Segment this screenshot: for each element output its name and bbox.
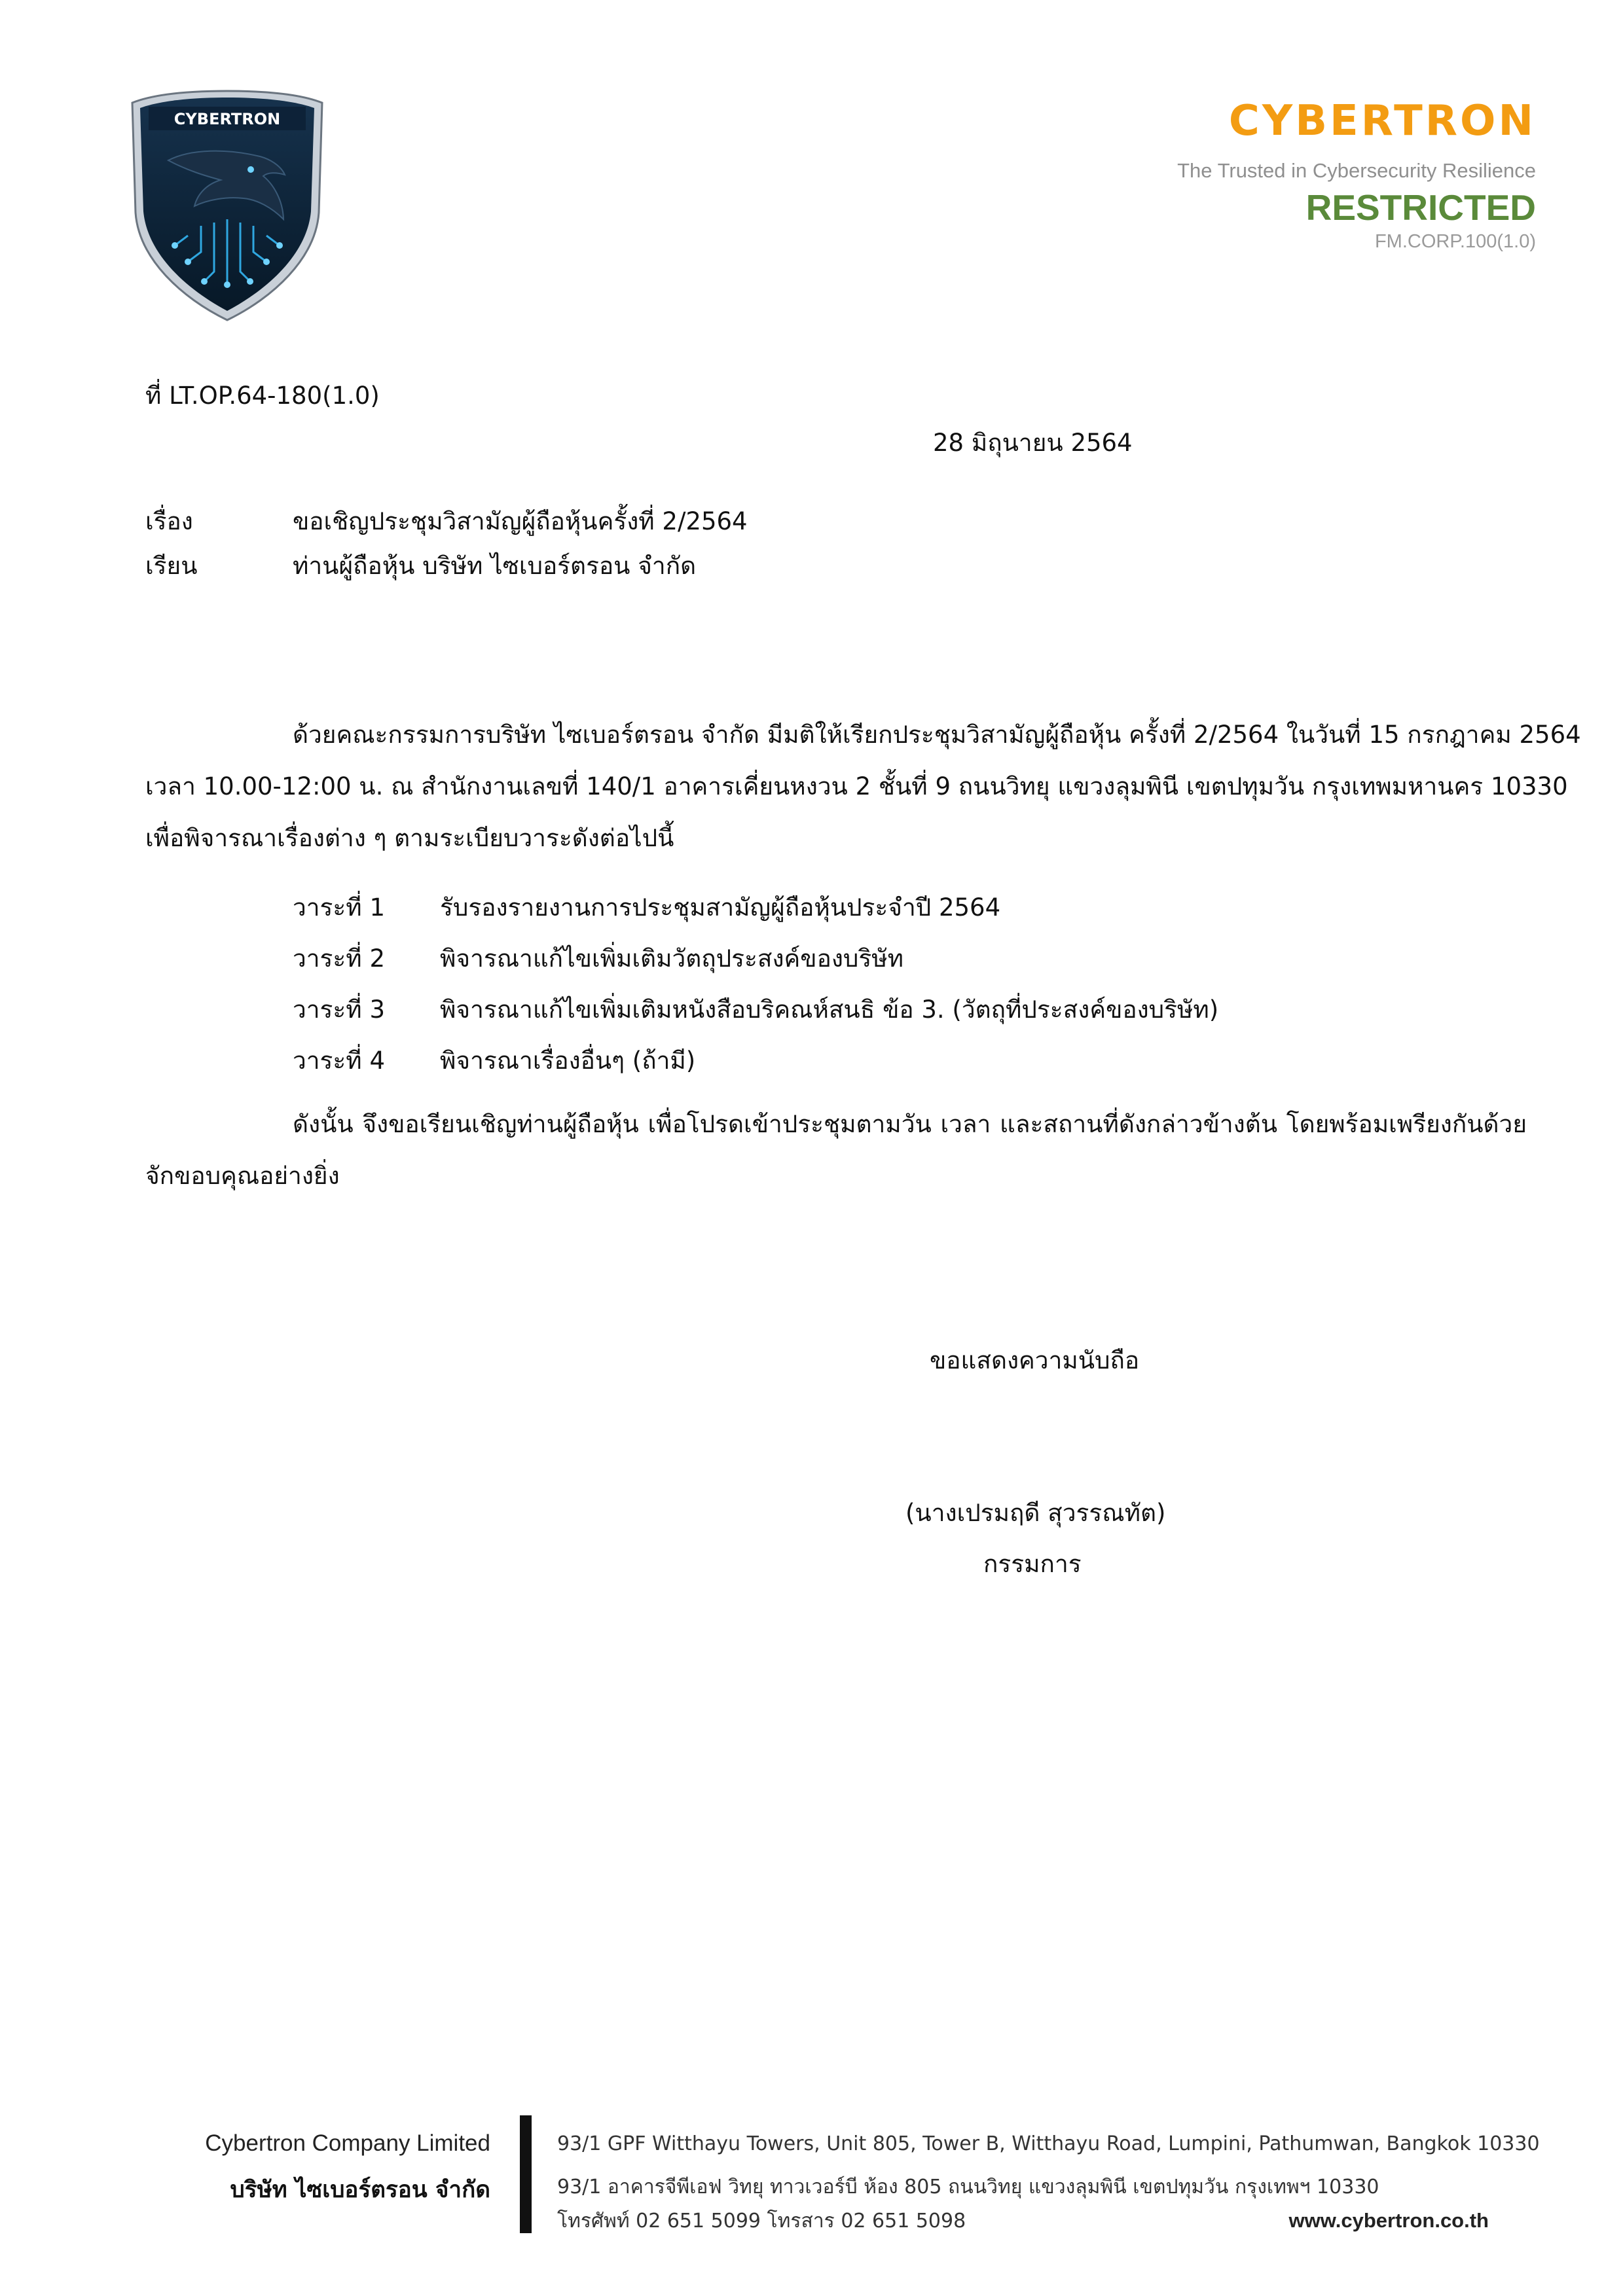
footer-company-name-en: Cybertron Company Limited — [205, 2130, 490, 2156]
agenda-text: พิจารณาเรื่องอื่นๆ (ถ้ามี) — [440, 1047, 696, 1075]
footer-address-en: 93/1 GPF Witthayu Towers, Unit 805, Tower B, Witthayu Road, Lumpini, Pathumwan, Bangkok 10330 — [557, 2132, 1540, 2155]
agenda-text: พิจารณาแก้ไขเพิ่มเติมวัตถุประสงค์ของบริษัท — [440, 944, 904, 973]
agenda-label: วาระที่ 2 — [293, 944, 385, 973]
classification-label: RESTRICTED — [1305, 187, 1536, 228]
closing-paragraph — [145, 1098, 1527, 1202]
agenda-label: วาระที่ 4 — [293, 1047, 385, 1075]
reference-number: ที่ LT.OP.64-180(1.0) — [145, 382, 380, 410]
paragraph-line: ด้วยคณะกรรมการบริษัท ไซเบอร์ตรอน จำกัด มีมติให้เรียกประชุมวิสามัญผู้ถือหุ้น ครั้งที่ 2/2564 ในวันที่ 15 กรกฎาคม 2564 — [293, 721, 1581, 749]
agenda-text: พิจารณาแก้ไขเพิ่มเติมหนังสือบริคณห์สนธิ ข้อ 3. (วัตถุที่ประสงค์ของบริษัท) — [440, 996, 1219, 1024]
paragraph-line: เพื่อพิจารณาเรื่องต่าง ๆ ตามระเบียบวาระดังต่อไปนี้ — [145, 824, 674, 852]
recipient-label: เรียน — [145, 552, 198, 580]
footer-website-link[interactable]: www.cybertron.co.th — [1288, 2209, 1489, 2232]
footer-phone-fax: โทรศัพท์ 02 651 5099 โทรสาร 02 651 5098 — [557, 2210, 966, 2233]
paragraph-line: เวลา 10.00-12:00 น. ณ สำนักงานเลขที่ 140/1 อาคารเคี่ยนหงวน 2 ชั้นที่ 9 ถนนวิทยุ แขวงลุมพินี เขตปทุมวัน กรุงเทพมหานคร 10330 — [145, 772, 1568, 800]
paragraph-line: ดังนั้น จึงขอเรียนเชิญท่านผู้ถือหุ้น เพื่อโปรดเข้าประชุมตามวัน เวลา และสถานที่ดังกล่าวข้างต้น โดยพร้อมเพรียงกันด้วย — [293, 1110, 1527, 1138]
agenda-item — [293, 1041, 695, 1080]
agenda-label: วาระที่ 1 — [293, 893, 385, 922]
shield-logo-text: CYBERTRON — [173, 110, 281, 128]
footer-divider — [520, 2115, 532, 2233]
agenda-text: รับรองรายงานการประชุมสามัญผู้ถือหุ้นประจำปี 2564 — [440, 893, 1001, 922]
agenda-item — [293, 939, 903, 978]
agenda-item — [293, 990, 1218, 1029]
agenda-label: วาระที่ 3 — [293, 996, 385, 1024]
company-tagline: The Trusted in Cybersecurity Resilience — [1177, 159, 1536, 182]
footer-address-th: 93/1 อาคารจีพีเอฟ วิทยุ ทาวเวอร์บี ห้อง 805 ถนนวิทยุ แขวงลุมพินี เขตปทุมวัน กรุงเทพฯ 10330 — [557, 2176, 1379, 2198]
signer-name: (นางเปรมฤดี สุวรรณทัต) — [905, 1499, 1166, 1527]
subject-text: ขอเชิญประชุมวิสามัญผู้ถือหุ้นครั้งที่ 2/2564 — [293, 507, 748, 535]
agenda-item — [293, 888, 1000, 927]
subject-label: เรื่อง — [145, 507, 193, 535]
recipient-text: ท่านผู้ถือหุ้น บริษัท ไซเบอร์ตรอน จำกัด — [293, 552, 697, 580]
paragraph-line: จักขอบคุณอย่างยิ่ง — [145, 1162, 340, 1190]
letter-date: 28 มิถุนายน 2564 — [933, 429, 1133, 457]
cybertron-wordmark-logo — [1179, 98, 1536, 140]
footer-company-name-th: บริษัท ไซเบอร์ตรอน จำกัด — [230, 2177, 490, 2203]
cybertron-shield-logo — [129, 88, 325, 323]
invitation-paragraph — [145, 709, 1581, 864]
wordmark-text: CYBERTRON — [1228, 98, 1536, 140]
closing-salutation: ขอแสดงความนับถือ — [930, 1346, 1140, 1374]
signer-title: กรรมการ — [983, 1550, 1082, 1578]
form-code: FM.CORP.100(1.0) — [1374, 231, 1536, 252]
